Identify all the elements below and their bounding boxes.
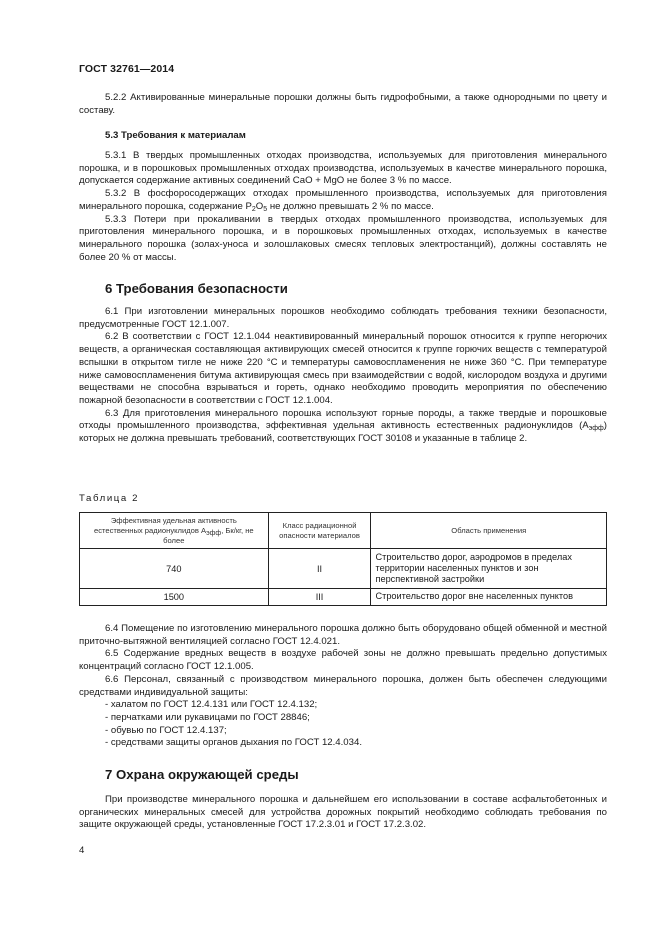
section-6-body <box>79 306 607 446</box>
paragraph-6-1: 6.1 При изготовлении минеральных порошков необходимо соблюдать требования техники безопасности, предусмотренные ГОСТ 12.1.007. <box>79 306 607 330</box>
cell-class: II <box>268 549 371 589</box>
section-6-continued <box>79 623 607 750</box>
list-item: - халатом по ГОСТ 12.4.131 или ГОСТ 12.4.132; <box>105 699 318 711</box>
cell-class: III <box>268 589 371 606</box>
paragraph-6-3: 6.3 Для приготовления минерального порошка используют горные породы, а также твердые и порошковые отходы промышленного производства, эффективная удельная активность естественных радионуклидов $(А_{эфф})$ которых не должна превышать требований, соответствующих ГОСТ 30108 и указанные в таблице 2. <box>79 407 607 445</box>
subsection-heading-5-3: 5.3 Требования к материалам <box>105 130 246 141</box>
section-heading-6: 6 Требования безопасности <box>105 281 288 296</box>
table-header-row <box>80 513 607 549</box>
section-5-3-body <box>79 150 607 264</box>
page-number: 4 <box>79 845 85 856</box>
paragraph-6-2: 6.2 В соответствии с ГОСТ 12.1.044 неактивированный минеральный порошок относится к группе негорючих веществ, а органическая составляющая активирующих смесей относится к группе горючих веществ с температурой вспышки в открытом тигле не ниже 220 °С и температуры самовоспламенения не ниже 360 °С. При температуре ниже самовоспламенения битума активирующая смесь при взаимодействии с водой, кислородом воздуха и другими веществами не способна взрываться и гореть, однако необходимо проводить мероприятия по обеспечению пожарной безопасности в соответствии с ГОСТ 12.1.004. <box>79 331 607 406</box>
cell-area: Строительство дорог вне населенных пунктов <box>371 589 607 606</box>
paragraph-5-2-2: 5.2.2 Активированные минеральные порошки должны быть гидрофобными, а также однородными по цвету и составу. <box>79 92 607 116</box>
section-5-2-continued <box>79 92 607 117</box>
section-heading-7: 7 Охрана окружающей среды <box>105 767 299 782</box>
header-activity: Эффективная удельная активность естественных радионуклидов $А_{эфф}$, Бк/кг, не более <box>80 513 269 549</box>
paragraph-6-4: 6.4 Помещение по изготовлению минерального порошка должно быть оборудовано общей обменной и местной приточно-вытяжной вентиляцией согласно ГОСТ 12.4.021. <box>79 623 607 647</box>
cell-activity: 1500 <box>80 589 269 606</box>
document-header: ГОСТ 32761—2014 <box>79 63 175 75</box>
paragraph-5-3-1: 5.3.1 В твердых промышленных отходах производства, используемых для приготовления минерального порошка, и в порошковых промышленных отходах производства, используемых в качестве минерального порошка, допускается содержание активных соединений CaO + MgO не более 3 % по массе. <box>79 150 607 187</box>
header-area: Область применения <box>371 513 607 549</box>
header-class: Класс радиационной опасности материалов <box>268 513 371 549</box>
paragraph-5-3-2: 5.3.2 В фосфоросодержащих отходах промышленного производства, используемых для приготовления минерального порошка, содержание $P_2O_5$ не должно превышать 2 % по массе. <box>79 188 607 213</box>
section-6 <box>79 281 607 297</box>
section-7 <box>79 767 607 783</box>
table-row <box>80 549 607 589</box>
section-7-body <box>79 794 607 832</box>
list-item: - средствами защиты органов дыхания по ГОСТ 12.4.034. <box>105 737 362 749</box>
list-item: - перчатками или рукавицами по ГОСТ 28846; <box>105 711 310 723</box>
paragraph-5-3-3: 5.3.3 Потери при прокаливании в твердых отходах промышленного производства, используемых для приготовления минерального порошка, и в порошковых промышленных отходах, используемых в качестве минерального порошка (золах-уноса и золошлаковых смесях тепловых электростанций), должны составлять не более 20 % от массы. <box>79 213 607 263</box>
cell-area: Строительство дорог, аэродромов в пределах территории населенных пунктов и зон перспективной застройки <box>371 549 607 589</box>
section-5-3 <box>79 130 607 143</box>
radiation-table <box>79 512 607 606</box>
paragraph-6-6: 6.6 Персонал, связанный с производством минерального порошка, должен быть обеспечен следующими средствами индивидуальной защиты: <box>79 673 607 698</box>
list-item: - обувью по ГОСТ 12.4.137; <box>105 724 227 736</box>
paragraph-6-5: 6.5 Содержание вредных веществ в воздухе рабочей зоны не должно превышать предельно допустимых концентраций согласно ГОСТ 12.1.005. <box>79 648 607 673</box>
table-row <box>80 589 607 606</box>
paragraph-7: При производстве минерального порошка и дальнейшем его использовании в составе асфальтобетонных и органических минеральных смесей для устройства дорожных покрытий необходимо соблюдать требования по защите окружающей среды, установленные ГОСТ 17.2.3.01 и ГОСТ 17.2.3.02. <box>79 794 607 831</box>
table-caption: Таблица 2 <box>79 493 140 504</box>
cell-activity: 740 <box>80 549 269 589</box>
